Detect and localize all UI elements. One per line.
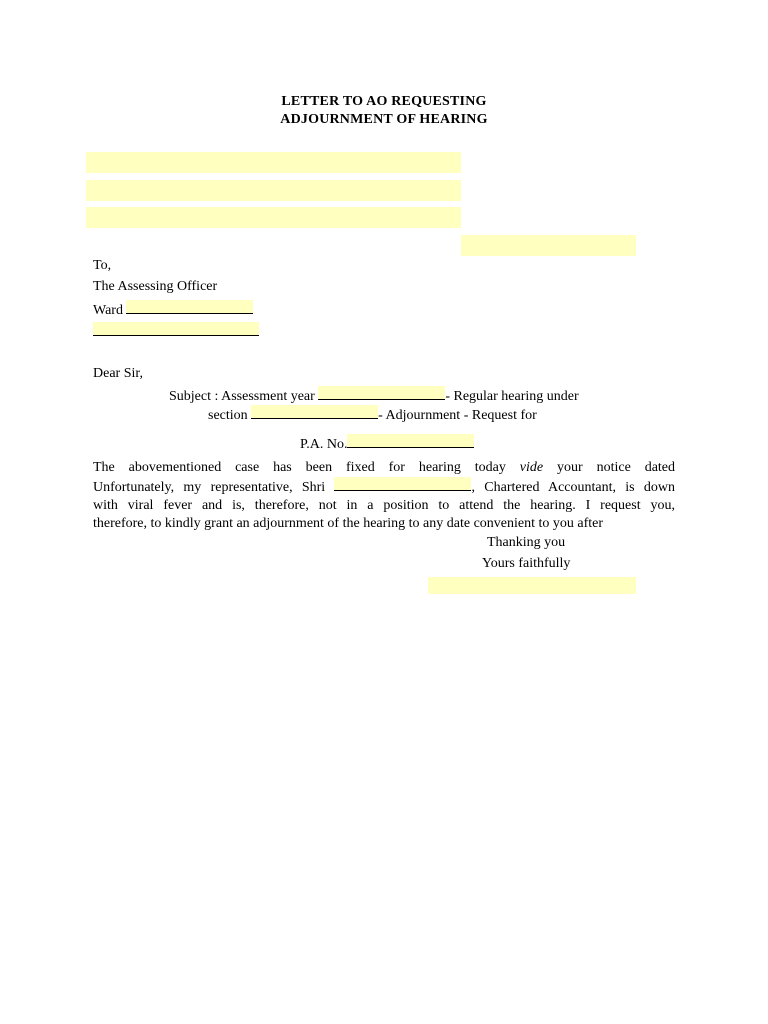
subject-suffix-2: - Adjournment - Request for [378, 408, 537, 423]
sender-address-field-1[interactable] [86, 152, 461, 173]
salutation: Dear Sir, [93, 366, 143, 381]
recipient-label: The Assessing Officer [93, 279, 218, 294]
date-field[interactable] [461, 235, 636, 256]
ward-label: Ward [93, 303, 123, 318]
subject-line-2 [208, 405, 537, 424]
address-line [93, 322, 259, 341]
title-line-2: ADJOURNMENT OF HEARING [280, 112, 488, 127]
ward-blank[interactable] [126, 300, 253, 314]
subject-prefix: Subject : Assessment year [169, 389, 315, 404]
title-line-1: LETTER TO AO REQUESTING [281, 94, 487, 109]
body-paragraph [93, 459, 675, 533]
sender-address-field-2[interactable] [86, 180, 461, 201]
ward-line [93, 300, 253, 319]
address-blank[interactable] [93, 322, 259, 336]
section-blank[interactable] [251, 405, 378, 419]
closing-yours: Yours faithfully [482, 556, 571, 571]
pa-label: P.A. No. [300, 437, 348, 452]
to-label: To, [93, 258, 112, 273]
body-line-3: with viral fever and is, therefore, not in a position to attend the hearing. I request you, [93, 498, 675, 513]
sender-address-field-3[interactable] [86, 207, 461, 228]
closing-thanking: Thanking you [487, 535, 566, 550]
body-line-2: Unfortunately, my representative, Shri , Chartered Accountant, is down [93, 477, 675, 497]
subject-suffix-1: - Regular hearing under [445, 389, 579, 404]
signature-field[interactable] [428, 577, 636, 594]
pa-line [300, 434, 474, 453]
pa-number-blank[interactable] [347, 434, 474, 448]
subject-line-1 [169, 386, 579, 405]
representative-blank[interactable] [334, 477, 471, 491]
assessment-year-blank[interactable] [318, 386, 445, 400]
body-line-4: therefore, to kindly grant an adjournment of the hearing to any date convenient to you after [93, 516, 604, 531]
body-line-1: The abovementioned case has been fixed for hearing today vide your notice dated [93, 460, 676, 475]
section-label: section [208, 408, 248, 423]
